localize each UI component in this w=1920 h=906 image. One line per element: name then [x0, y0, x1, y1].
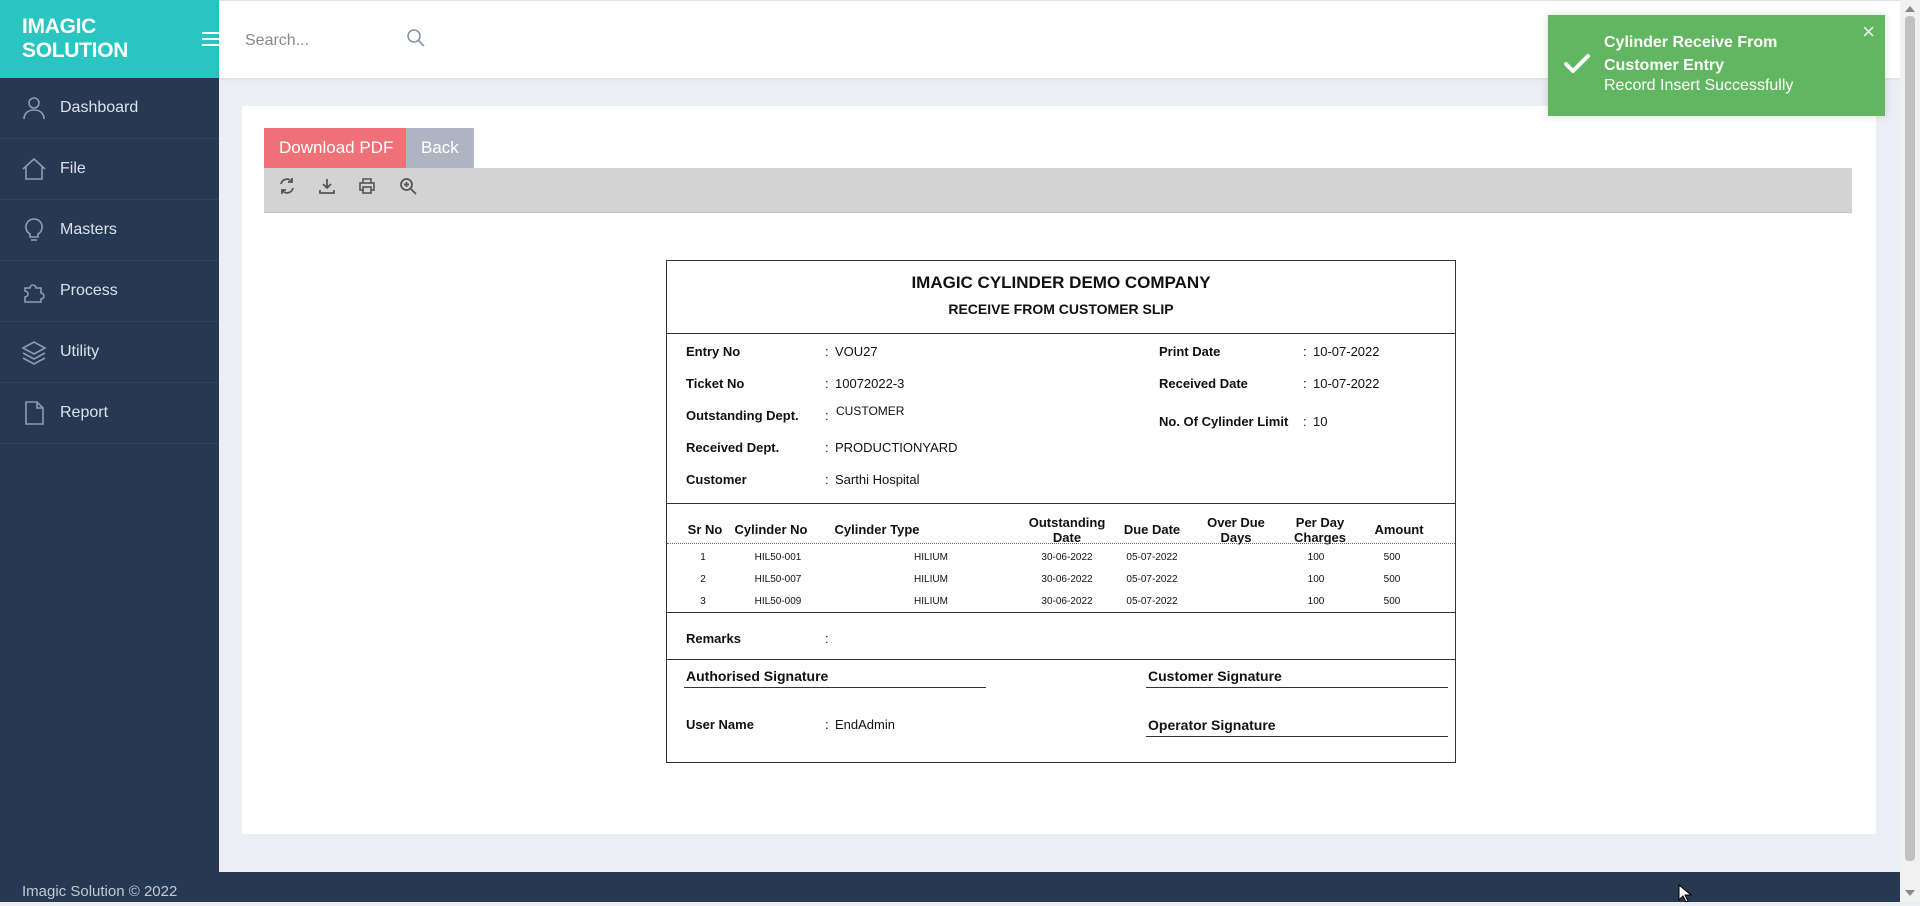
divider	[667, 659, 1455, 660]
customer-value: Sarthi Hospital	[835, 472, 920, 487]
sidebar-item-label: Dashboard	[60, 99, 139, 116]
operator-signature-label: Operator Signature	[1148, 717, 1276, 733]
cell-sr: 3	[700, 596, 706, 607]
column-header: Sr No	[687, 522, 723, 537]
cell-type: HILIUM	[914, 574, 948, 585]
sidebar-item-label: Report	[60, 404, 109, 421]
cylinder-limit-value: 10	[1313, 414, 1328, 429]
outstanding-dept-value: CUSTOMER	[836, 404, 905, 418]
scroll-up-icon[interactable]	[1905, 6, 1915, 12]
signature-line	[1146, 736, 1448, 737]
sidebar	[0, 0, 219, 902]
cell-per-day-charges: 100	[1307, 596, 1325, 607]
field-label: Ticket No	[686, 376, 745, 391]
column-header: Over Due Days	[1207, 515, 1265, 545]
toast-title: Cylinder Receive From Customer Entry	[1604, 34, 1778, 74]
signature-line	[1146, 687, 1448, 688]
user-name-value: EndAdmin	[835, 717, 895, 732]
column-header: Per Day Charges	[1293, 515, 1347, 545]
cell-type: HILIUM	[914, 596, 948, 607]
content-card	[242, 106, 1876, 834]
cell-due-date: 05-07-2022	[1126, 596, 1178, 607]
company-name: IMAGIC CYLINDER DEMO COMPANY	[911, 273, 1211, 292]
sidebar-item-report[interactable]	[0, 383, 219, 444]
cell-per-day-charges: 100	[1307, 574, 1325, 585]
back-button[interactable]: Back	[406, 128, 474, 168]
scroll-down-icon[interactable]	[1905, 890, 1915, 896]
bottom-bar	[219, 872, 1900, 902]
cell-due-date: 05-07-2022	[1126, 552, 1178, 563]
search-icon[interactable]	[406, 28, 426, 52]
entry-no-value: VOU27	[835, 344, 878, 359]
customer-signature-label: Customer Signature	[1148, 668, 1282, 684]
cell-due-date: 05-07-2022	[1126, 574, 1178, 585]
received-dept-value: PRODUCTIONYARD	[835, 440, 958, 455]
sidebar-item-utility[interactable]	[0, 322, 219, 383]
field-label: Entry No	[686, 344, 741, 359]
field-label: Received Dept.	[686, 440, 780, 455]
cell-cylinder-no: HIL50-001	[754, 552, 802, 563]
column-header: Cylinder No	[734, 522, 808, 537]
field-label: Print Date	[1159, 344, 1221, 359]
scrollbar[interactable]	[1900, 0, 1920, 902]
success-toast	[1548, 15, 1885, 116]
cell-amount: 500	[1383, 596, 1401, 607]
field-label: Customer	[686, 472, 747, 487]
sidebar-item-dashboard[interactable]	[0, 78, 219, 139]
column-header: Amount	[1374, 522, 1424, 537]
field-label: Outstanding Dept.	[686, 408, 799, 423]
cell-cylinder-no: HIL50-009	[754, 596, 802, 607]
column-header: Due Date	[1123, 522, 1181, 537]
remarks-label: Remarks	[686, 631, 741, 646]
authorised-signature-label: Authorised Signature	[686, 668, 829, 684]
brand-bar	[0, 0, 219, 78]
field-label: Received Date	[1159, 376, 1248, 391]
checkmark-icon	[1563, 52, 1591, 81]
hamburger-menu-icon[interactable]	[202, 32, 219, 46]
download-icon[interactable]	[315, 174, 339, 198]
cell-sr: 2	[700, 574, 706, 585]
column-header: Cylinder Type	[834, 522, 920, 537]
print-icon[interactable]	[355, 174, 379, 198]
sidebar-item-file[interactable]	[0, 139, 219, 200]
divider	[667, 503, 1455, 504]
user-name-label: User Name	[686, 717, 754, 732]
cell-per-day-charges: 100	[1307, 552, 1325, 563]
footer-copyright: Imagic Solution © 2022	[22, 883, 178, 900]
sidebar-item-label: Utility	[60, 343, 100, 360]
lightbulb-icon	[20, 216, 48, 244]
search-input[interactable]	[243, 23, 427, 59]
slip-title: RECEIVE FROM CUSTOMER SLIP	[948, 301, 1174, 317]
download-pdf-button[interactable]: Download PDF	[264, 128, 408, 168]
signature-line	[684, 687, 986, 688]
sidebar-item-process[interactable]	[0, 261, 219, 322]
cell-amount: 500	[1383, 574, 1401, 585]
report-toolbar	[264, 168, 1852, 213]
divider	[667, 543, 1455, 544]
receive-slip: IMAGIC CYLINDER DEMO COMPANY RECEIVE FROM CUSTOMER SLIP Entry No : VOU27 Ticket No : 10072022-3 Outstanding Dept. : CUSTOMER Received Dept. : PRODUCTIONYARD Customer : Sarthi Hospital Print Date : 10-07-2022 Received Date : 10-07-2022 No. Of Cylinder Limit : 10 Sr No Cylinder No Cylinder Type Outstanding Date Due Date Over Due Days Per Day Charges Amount 1 HIL50-001 HILIUM 30-06-2022 05-07-2022 100 500 2 HIL50-007 HILIUM 30-06-2022 05-07-2022 100 500 3 HIL50-009 HILIUM 30-06-2022 05-07-2022 100 500 Remarks : Authorised Signature Customer Signature User Name : EndAdmin Operator Signature	[666, 260, 1456, 763]
column-header: Outstanding Date	[1028, 515, 1106, 545]
sidebar-item-label: Masters	[60, 221, 117, 238]
close-icon[interactable]: ×	[1862, 19, 1875, 44]
cell-sr: 1	[700, 552, 706, 563]
received-date-value: 10-07-2022	[1313, 376, 1380, 391]
ticket-no-value: 10072022-3	[835, 376, 905, 391]
zoom-in-icon[interactable]	[396, 174, 420, 198]
cell-outstanding-date: 30-06-2022	[1041, 574, 1093, 585]
sidebar-item-masters[interactable]	[0, 200, 219, 261]
scroll-thumb[interactable]	[1905, 16, 1915, 861]
sidebar-item-label: Process	[60, 282, 118, 299]
field-label: No. Of Cylinder Limit	[1159, 414, 1289, 429]
user-icon	[20, 94, 48, 122]
print-date-value: 10-07-2022	[1313, 344, 1380, 359]
cell-amount: 500	[1383, 552, 1401, 563]
layers-icon	[20, 338, 48, 366]
document-icon	[20, 399, 48, 427]
divider	[667, 612, 1455, 613]
home-icon	[20, 155, 48, 183]
divider	[667, 333, 1455, 334]
cell-type: HILIUM	[914, 552, 948, 563]
cell-outstanding-date: 30-06-2022	[1041, 596, 1093, 607]
refresh-icon[interactable]	[275, 174, 299, 198]
mouse-cursor-icon	[1678, 884, 1692, 906]
sidebar-item-label: File	[60, 160, 86, 177]
cell-outstanding-date: 30-06-2022	[1041, 552, 1093, 563]
toast-message: Record Insert Successfully	[1604, 77, 1794, 94]
brand-logo: IMAGIC SOLUTION	[22, 15, 129, 62]
cell-cylinder-no: HIL50-007	[754, 574, 802, 585]
puzzle-icon	[20, 277, 48, 305]
